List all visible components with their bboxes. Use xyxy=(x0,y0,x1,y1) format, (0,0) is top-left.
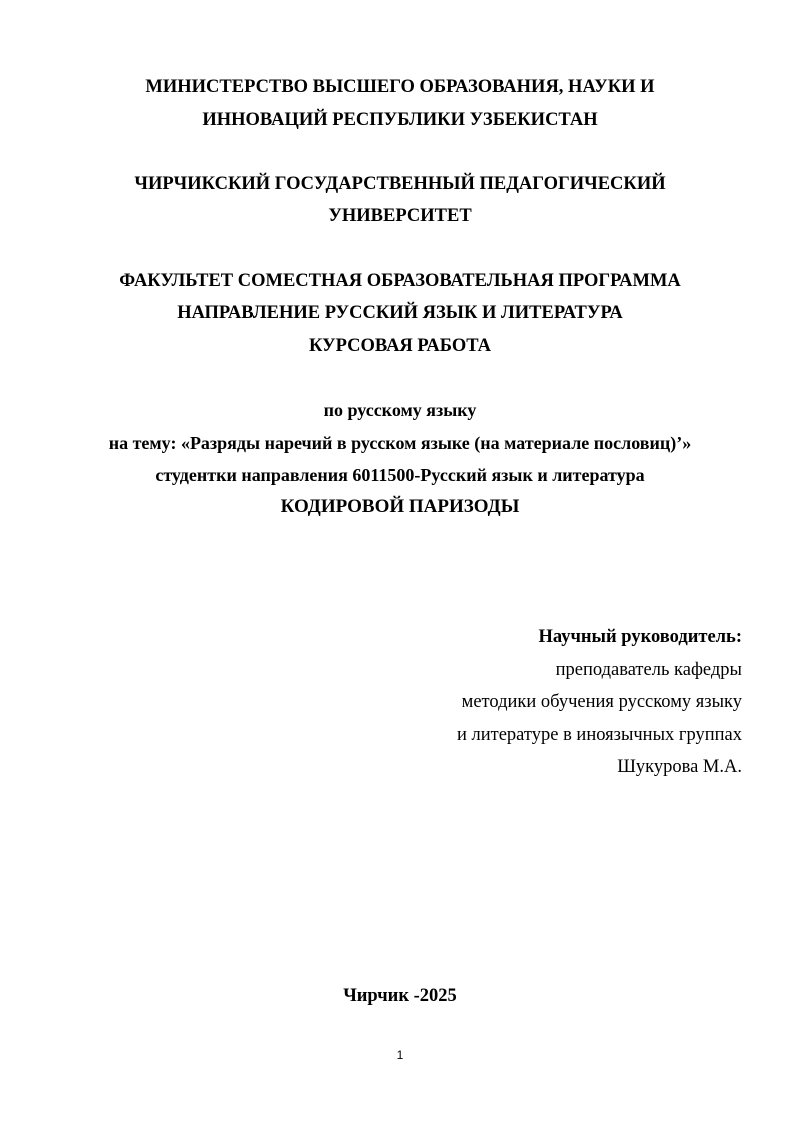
student-name: КОДИРОВОЙ ПАРИЗОДЫ xyxy=(280,496,520,517)
student-line: студентки направления 6011500-Русский язык и литература xyxy=(155,465,645,485)
supervisor-position-line-1: преподаватель кафедры xyxy=(555,660,742,680)
ministry-line-2: ИННОВАЦИЙ РЕСПУБЛИКИ УЗБЕКИСТАН xyxy=(202,110,598,130)
ministry-line-1: МИНИСТЕРСТВО ВЫСШЕГО ОБРАЗОВАНИЯ, НАУКИ И xyxy=(145,77,655,97)
topic-line: на тему: «Разряды наречий в русском языке (на материале пословиц)’» xyxy=(108,433,692,453)
supervisor-heading: Научный руководитель: xyxy=(538,627,742,647)
work-type-title: КУРСОВАЯ РАБОТА xyxy=(309,336,491,356)
page-number: 1 xyxy=(396,1048,404,1062)
university-line-1: ЧИРЧИКСКИЙ ГОСУДАРСТВЕННЫЙ ПЕДАГОГИЧЕСКИЙ xyxy=(134,174,666,194)
direction-line: НАПРАВЛЕНИЕ РУССКИЙ ЯЗЫК И ЛИТЕРАТУРА xyxy=(177,303,623,323)
supervisor-position-line-3: и литературе в иноязычных группах xyxy=(456,725,742,745)
supervisor-name: Шукурова М.А. xyxy=(617,757,742,777)
supervisor-position-line-2: методики обучения русскому языку xyxy=(461,692,742,712)
university-line-2: УНИВЕРСИТЕТ xyxy=(328,206,472,226)
subject-line: по русскому языку xyxy=(323,400,477,420)
faculty-line: ФАКУЛЬТЕТ СОМЕСТНАЯ ОБРАЗОВАТЕЛЬНАЯ ПРОГРАММА xyxy=(119,271,681,291)
city-year: Чирчик -2025 xyxy=(343,986,457,1006)
